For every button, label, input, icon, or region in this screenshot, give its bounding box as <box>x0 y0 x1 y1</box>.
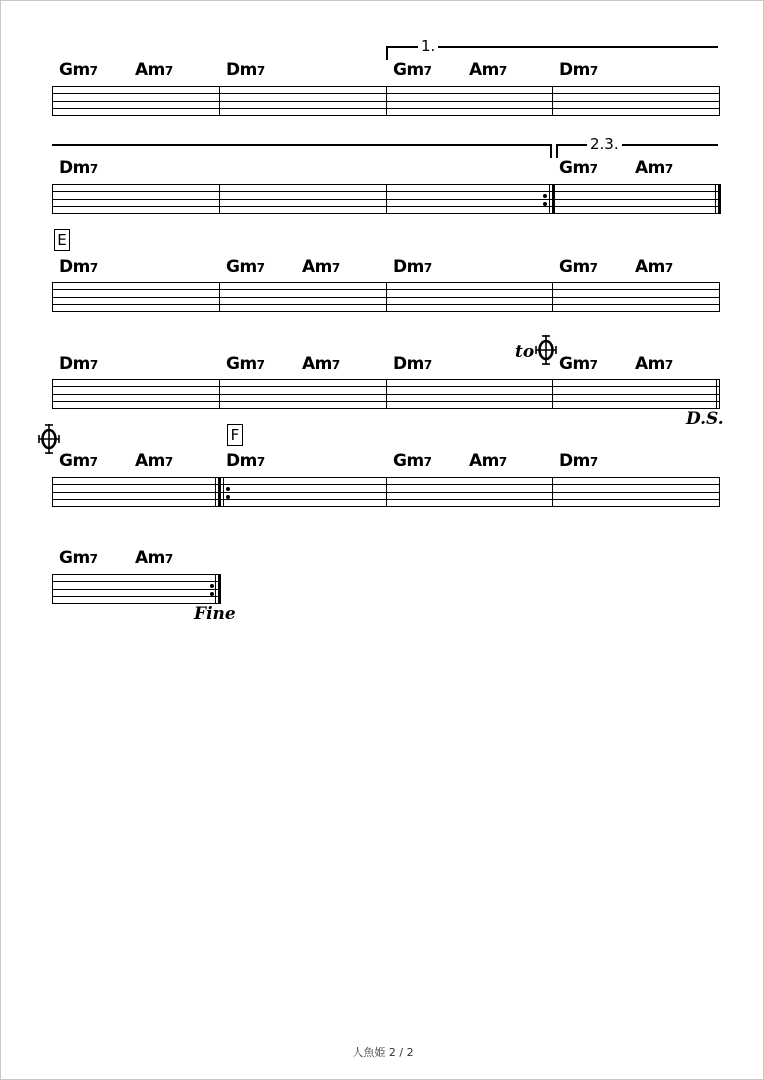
chord-am7: Am7 <box>635 354 674 374</box>
chord-dm7: Dm7 <box>559 451 599 471</box>
final-barline <box>718 184 721 214</box>
chord-am7: Am7 <box>635 257 674 277</box>
chord-gm7: Gm7 <box>559 158 599 178</box>
first-ending-end-hook <box>550 144 552 158</box>
chord-dm7: Dm7 <box>226 60 266 80</box>
chord-dm7: Dm7 <box>59 158 99 178</box>
chord-gm7: Gm7 <box>559 354 599 374</box>
coda-icon <box>535 335 557 365</box>
barline <box>552 379 553 409</box>
first-ending-continuation <box>52 144 552 146</box>
chord-gm7: Gm7 <box>59 451 99 471</box>
barline <box>52 184 53 214</box>
barline <box>386 477 387 507</box>
end-repeat-thin-barline <box>215 574 216 604</box>
chord-am7: Am7 <box>302 354 341 374</box>
barline <box>52 86 53 116</box>
barline <box>52 477 53 507</box>
first-ending-bracket-hook <box>386 46 388 60</box>
repeat-dot <box>210 584 214 588</box>
coda-icon <box>38 424 60 454</box>
chord-gm7: Gm7 <box>393 60 433 80</box>
end-repeat-thick-barline <box>218 574 221 604</box>
barline <box>219 282 220 312</box>
barline <box>716 379 717 409</box>
repeat-dot <box>210 592 214 596</box>
chord-dm7: Dm7 <box>393 257 433 277</box>
barline <box>719 477 720 507</box>
barline <box>719 379 720 409</box>
chord-gm7: Gm7 <box>226 354 266 374</box>
barline <box>719 86 720 116</box>
barline <box>219 86 220 116</box>
chord-am7: Am7 <box>635 158 674 178</box>
chord-dm7: Dm7 <box>226 451 266 471</box>
rehearsal-mark-f: F <box>227 424 243 446</box>
barline <box>52 379 53 409</box>
to-coda-text: to <box>515 342 535 362</box>
repeat-dot <box>543 202 547 206</box>
barline <box>219 184 220 214</box>
barline <box>552 282 553 312</box>
chord-gm7: Gm7 <box>226 257 266 277</box>
end-repeat-thin-barline <box>549 184 550 214</box>
repeat-dot <box>226 487 230 491</box>
page-footer: 人魚姫 2 / 2 <box>352 1046 414 1059</box>
start-repeat-thin-barline <box>223 477 224 507</box>
barline <box>52 282 53 312</box>
chord-am7: Am7 <box>469 451 508 471</box>
second-ending-bracket-hook <box>556 144 558 158</box>
chord-dm7: Dm7 <box>59 354 99 374</box>
rehearsal-mark-e: E <box>54 229 70 251</box>
chord-gm7: Gm7 <box>59 548 99 568</box>
chord-am7: Am7 <box>469 60 508 80</box>
barline <box>386 282 387 312</box>
barline <box>552 477 553 507</box>
barline <box>715 184 716 214</box>
chord-am7: Am7 <box>135 60 174 80</box>
chord-am7: Am7 <box>135 548 174 568</box>
ds-marking: D.S. <box>686 409 724 429</box>
chord-gm7: Gm7 <box>393 451 433 471</box>
chord-am7: Am7 <box>135 451 174 471</box>
end-repeat-thick-barline <box>552 184 555 214</box>
barline <box>552 86 553 116</box>
first-ending-number: 1. <box>418 38 438 54</box>
chord-dm7: Dm7 <box>393 354 433 374</box>
chord-gm7: Gm7 <box>59 60 99 80</box>
chord-gm7: Gm7 <box>559 257 599 277</box>
barline <box>719 282 720 312</box>
repeat-dot <box>543 194 547 198</box>
barline <box>52 574 53 604</box>
second-ending-number: 2.3. <box>587 136 622 152</box>
chord-dm7: Dm7 <box>559 60 599 80</box>
second-ending-bracket <box>556 144 718 146</box>
barline <box>386 184 387 214</box>
barline <box>386 379 387 409</box>
fine-marking: Fine <box>194 604 236 624</box>
barline <box>215 477 216 507</box>
chord-dm7: Dm7 <box>59 257 99 277</box>
barline <box>219 379 220 409</box>
barline <box>386 86 387 116</box>
chord-am7: Am7 <box>302 257 341 277</box>
repeat-dot <box>226 495 230 499</box>
start-repeat-thick-barline <box>218 477 221 507</box>
staff <box>52 574 220 604</box>
